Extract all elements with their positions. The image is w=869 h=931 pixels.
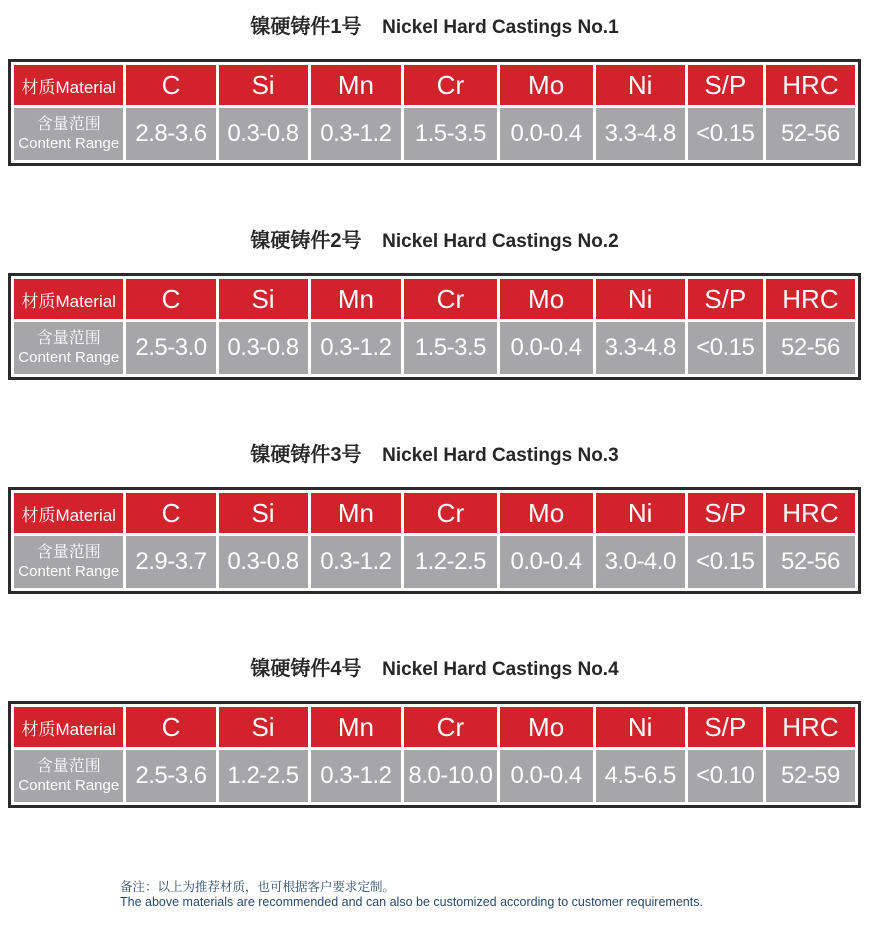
value-cell-mn: 0.3-1.2 <box>311 108 402 160</box>
header-cell-mo: Mo <box>500 65 593 105</box>
value-cell-c: 2.5-3.0 <box>126 322 215 374</box>
section-title <box>0 442 869 468</box>
title-english: Nickel Hard Castings No.1 <box>382 17 619 38</box>
value-cell-hrc: 52-56 <box>766 322 855 374</box>
spec-table-2 <box>8 273 861 380</box>
section-title <box>0 656 869 682</box>
section-castings-no2 <box>0 228 869 380</box>
header-cell-mo: Mo <box>500 279 593 319</box>
header-cell-ni: Ni <box>596 65 685 105</box>
row-label-zh: 含量范围 <box>36 330 101 348</box>
value-cell-cr: 1.2-2.5 <box>404 536 496 588</box>
header-cell-mn: Mn <box>311 279 402 319</box>
value-cell-mn: 0.3-1.2 <box>311 750 402 802</box>
header-cell-ni: Ni <box>596 707 685 747</box>
header-row <box>14 65 855 105</box>
spec-table-1 <box>8 59 861 166</box>
header-cell-mn: Mn <box>311 65 402 105</box>
header-cell-cr: Cr <box>404 279 496 319</box>
header-cell-c: C <box>126 279 215 319</box>
title-english: Nickel Hard Castings No.4 <box>382 659 619 680</box>
value-cell-mn: 0.3-1.2 <box>311 536 402 588</box>
value-cell-hrc: 52-56 <box>766 108 855 160</box>
row-label-zh: 含量范围 <box>36 544 101 562</box>
value-cell-si: 1.2-2.5 <box>219 750 308 802</box>
header-cell-mo: Mo <box>500 493 593 533</box>
header-cell-hrc: HRC <box>766 279 855 319</box>
header-cell-mn: Mn <box>311 707 402 747</box>
value-cell-mo: 0.0-0.4 <box>500 536 593 588</box>
section-title <box>0 228 869 254</box>
footer-note-zh: 备注：以上为推荐材质，也可根据客户要求定制。 <box>120 880 396 894</box>
value-cell-c: 2.5-3.6 <box>126 750 215 802</box>
header-cell-mo: Mo <box>500 707 593 747</box>
header-cell-si: Si <box>219 493 308 533</box>
data-row <box>14 108 855 160</box>
value-cell-mo: 0.0-0.4 <box>500 322 593 374</box>
header-row <box>14 493 855 533</box>
header-cell-cr: Cr <box>404 493 496 533</box>
row-label-en: Content Range <box>18 348 120 366</box>
value-cell-ni: 3.0-4.0 <box>596 536 685 588</box>
section-castings-no4 <box>0 656 869 808</box>
section-castings-no1 <box>0 14 869 166</box>
header-row <box>14 707 855 747</box>
header-cell-hrc: HRC <box>766 65 855 105</box>
value-cell-hrc: 52-59 <box>766 750 855 802</box>
value-cell-ni: 3.3-4.8 <box>596 322 685 374</box>
data-row <box>14 750 855 802</box>
value-cell-si: 0.3-0.8 <box>219 108 308 160</box>
header-cell-ni: Ni <box>596 493 685 533</box>
value-cell-sp: <0.15 <box>688 108 763 160</box>
value-cell-si: 0.3-0.8 <box>219 536 308 588</box>
header-cell-c: C <box>126 493 215 533</box>
spec-table-3 <box>8 487 861 594</box>
data-row <box>14 536 855 588</box>
section-title <box>0 14 869 40</box>
header-cell-hrc: HRC <box>766 707 855 747</box>
header-cell-sp: S/P <box>688 707 763 747</box>
value-cell-cr: 1.5-3.5 <box>404 108 496 160</box>
header-cell-hrc: HRC <box>766 493 855 533</box>
value-cell-mn: 0.3-1.2 <box>311 322 402 374</box>
header-cell-sp: S/P <box>688 279 763 319</box>
header-cell-si: Si <box>219 65 308 105</box>
header-cell-material: 材质Material <box>14 279 123 319</box>
header-cell-c: C <box>126 65 215 105</box>
title-chinese: 镍硬铸件4号 <box>250 658 362 680</box>
title-chinese: 镍硬铸件3号 <box>250 444 362 466</box>
footer-note-en: The above materials are recommended and can also be customized according to customer requirements. <box>120 895 703 909</box>
footer-note <box>120 880 869 910</box>
title-chinese: 镍硬铸件1号 <box>250 16 362 38</box>
row-label-en: Content Range <box>18 562 120 580</box>
value-cell-si: 0.3-0.8 <box>219 322 308 374</box>
value-cell-c: 2.9-3.7 <box>126 536 215 588</box>
value-cell-hrc: 52-56 <box>766 536 855 588</box>
header-cell-c: C <box>126 707 215 747</box>
value-cell-cr: 8.0-10.0 <box>404 750 496 802</box>
header-cell-mn: Mn <box>311 493 402 533</box>
row-label-cell <box>14 108 123 160</box>
value-cell-mo: 0.0-0.4 <box>500 750 593 802</box>
header-cell-ni: Ni <box>596 279 685 319</box>
value-cell-sp: <0.15 <box>688 322 763 374</box>
header-cell-cr: Cr <box>404 707 496 747</box>
spec-table-4 <box>8 701 861 808</box>
header-row <box>14 279 855 319</box>
header-cell-sp: S/P <box>688 65 763 105</box>
value-cell-c: 2.8-3.6 <box>126 108 215 160</box>
row-label-zh: 含量范围 <box>36 116 101 134</box>
value-cell-cr: 1.5-3.5 <box>404 322 496 374</box>
header-cell-si: Si <box>219 707 308 747</box>
header-cell-material: 材质Material <box>14 707 123 747</box>
value-cell-ni: 4.5-6.5 <box>596 750 685 802</box>
row-label-en: Content Range <box>18 776 120 794</box>
title-chinese: 镍硬铸件2号 <box>250 230 362 252</box>
row-label-cell <box>14 536 123 588</box>
value-cell-ni: 3.3-4.8 <box>596 108 685 160</box>
header-cell-material: 材质Material <box>14 65 123 105</box>
row-label-cell <box>14 322 123 374</box>
row-label-en: Content Range <box>18 134 120 152</box>
title-english: Nickel Hard Castings No.2 <box>382 231 619 252</box>
header-cell-cr: Cr <box>404 65 496 105</box>
section-castings-no3 <box>0 442 869 594</box>
data-row <box>14 322 855 374</box>
header-cell-sp: S/P <box>688 493 763 533</box>
row-label-cell <box>14 750 123 802</box>
header-cell-material: 材质Material <box>14 493 123 533</box>
value-cell-sp: <0.15 <box>688 536 763 588</box>
header-cell-si: Si <box>219 279 308 319</box>
value-cell-sp: <0.10 <box>688 750 763 802</box>
value-cell-mo: 0.0-0.4 <box>500 108 593 160</box>
row-label-zh: 含量范围 <box>36 758 101 776</box>
title-english: Nickel Hard Castings No.3 <box>382 445 619 466</box>
